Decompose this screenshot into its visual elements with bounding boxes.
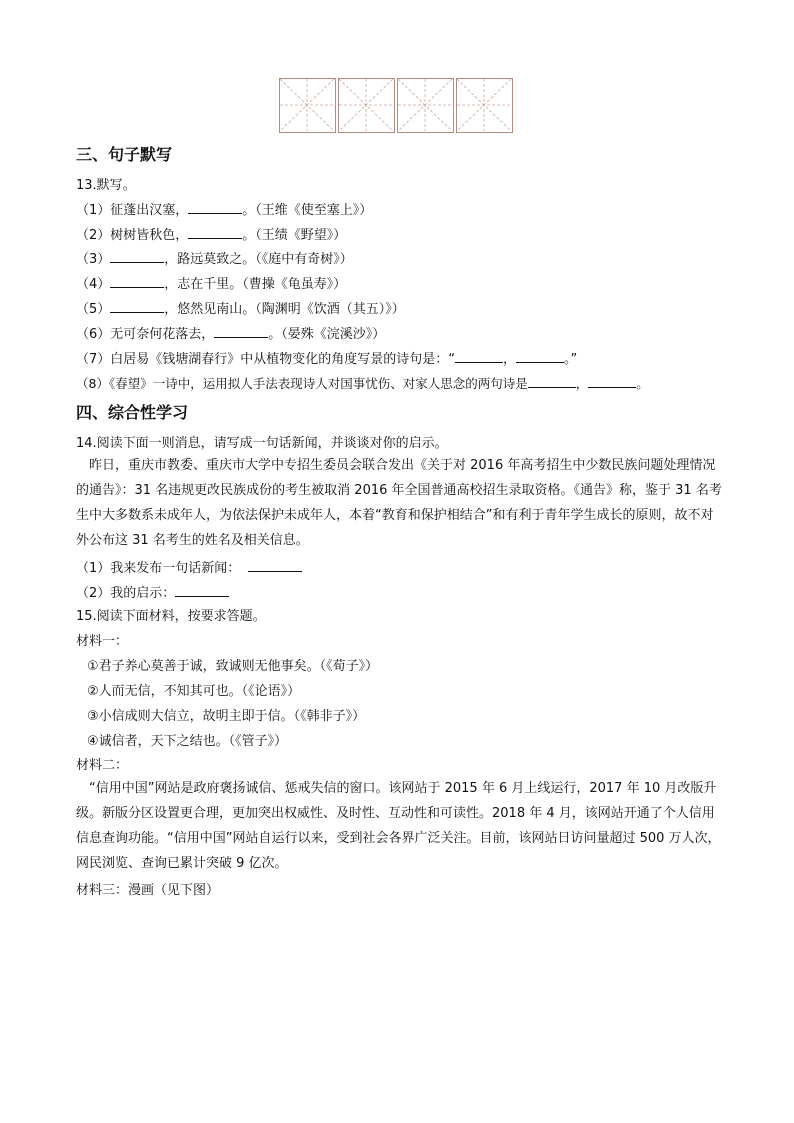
question-13-intro: 13.默写。 xyxy=(76,178,136,193)
material-item: ①君子养心莫善于诚，致诚则无他事矣。（《荀子》） xyxy=(87,659,379,674)
grid-guides xyxy=(457,79,511,131)
answer-blank[interactable] xyxy=(188,202,242,214)
item-text: ，悠然见南山。（陶渊明《饮酒（其五）》） xyxy=(164,302,405,317)
writing-grid xyxy=(279,78,515,133)
grid-cell xyxy=(456,78,513,133)
question-15-intro: 15.阅读下面材料，按要求答题。 xyxy=(76,609,266,624)
grid-cell xyxy=(397,78,454,133)
news-passage: 昨日，重庆市教委、重庆市大学中专招生委员会联合发出《关于对 2016 年高考招生中少数民族问题处理情况的通告》：31 名违规更改民族成份的考生被取消 2016 年全国普通高校招生录取资格。《通告》称，鉴于 31 名考生中大多数系未成年人，为依法保护未成年人，本着“教育和保护相结合”和有利于青年学生成长的原则，故不对外公布这 31 名考生的姓名及相关信息。 xyxy=(76,458,722,548)
answer-blank[interactable] xyxy=(588,376,636,388)
q14-sub xyxy=(76,585,229,602)
item-text: ，志在千里。（曹操《龟虽寿》） xyxy=(164,277,347,292)
item-text: ， xyxy=(575,376,589,391)
answer-blank[interactable] xyxy=(455,351,503,363)
answer-blank[interactable] xyxy=(188,227,242,239)
material-item: ③小信成则大信立，故明主即于信。（《韩非子》） xyxy=(87,709,366,724)
q13-item xyxy=(76,202,372,219)
q13-item xyxy=(76,301,405,318)
material-item: ②人而无信，不知其可也。（《论语》） xyxy=(87,684,301,699)
item-text: （5） xyxy=(76,302,111,317)
material-2-text: “信用中国”网站是政府褒扬诚信、惩戒失信的窗口。该网站于 2015 年 6 月上线运行，2017 年 10 月改版升级。新版分区设置更合理，更加突出权威性、及时性、互动性和可读性。2018 年 4 月，该网站开通了个人信用信息查询功能。“信用中国”网站自运行以来，受到社会各界广泛关注。目前，该网站日访问量超过 500 万人次，网民浏览、查询已累计突破 9 亿次。 xyxy=(76,781,721,871)
item-text: （1）征蓬出汉塞， xyxy=(76,203,189,218)
item-text: （2）树树皆秋色， xyxy=(76,228,189,243)
answer-blank[interactable] xyxy=(248,560,302,572)
question-14-intro: 14.阅读下面一则消息，请写成一句话新闻，并谈谈对你的启示。 xyxy=(76,436,448,451)
q13-item xyxy=(76,251,353,268)
item-text: （4） xyxy=(76,277,111,292)
answer-blank[interactable] xyxy=(110,251,164,263)
q13-item xyxy=(76,227,346,244)
item-text: （6）无可奈何花落去， xyxy=(76,327,215,342)
grid-guides xyxy=(280,79,334,131)
q13-item xyxy=(76,326,385,343)
item-text: ，路远莫致之。（《庭中有奇树》） xyxy=(164,252,353,267)
q13-item xyxy=(76,376,649,392)
answer-blank[interactable] xyxy=(175,585,229,597)
item-text: 。 xyxy=(636,376,649,391)
item-text: （1）我来发布一句话新闻： xyxy=(76,561,241,576)
grid-guides xyxy=(339,79,393,131)
item-text: （3） xyxy=(76,252,111,267)
item-text: 。（王维《使至塞上》） xyxy=(242,203,373,218)
item-text: ， xyxy=(503,352,517,367)
answer-blank[interactable] xyxy=(516,351,564,363)
item-text: 。（王绩《野望》） xyxy=(242,228,347,243)
q14-sub xyxy=(76,560,302,577)
item-text: （8）《春望》一诗中，运用拟人手法表现诗人对国事忧伤、对家人思念的两句诗是 xyxy=(76,376,528,391)
grid-guides xyxy=(398,79,452,131)
answer-blank[interactable] xyxy=(110,276,164,288)
answer-blank[interactable] xyxy=(214,326,268,338)
section-title: 四、综合性学习 xyxy=(76,403,189,422)
material-label: 材料二： xyxy=(76,758,129,773)
q13-item xyxy=(76,351,577,368)
answer-blank[interactable] xyxy=(528,376,576,388)
item-text: （7）白居易《钱塘湖春行》中从植物变化的角度写景的诗句是：“ xyxy=(76,352,456,367)
item-text: 。” xyxy=(564,352,578,367)
material-label: 材料一： xyxy=(76,634,129,649)
grid-cell xyxy=(338,78,395,133)
material-label: 材料三：漫画（见下图） xyxy=(76,883,220,898)
answer-blank[interactable] xyxy=(110,301,164,313)
q13-item xyxy=(76,276,346,293)
item-text: 。（晏殊《浣溪沙》） xyxy=(268,327,386,342)
material-item: ④诚信者，天下之结也。（《管子》） xyxy=(87,734,288,749)
section-title: 三、句子默写 xyxy=(76,145,173,164)
item-text: （2）我的启示： xyxy=(76,586,176,601)
grid-cell xyxy=(279,78,336,133)
